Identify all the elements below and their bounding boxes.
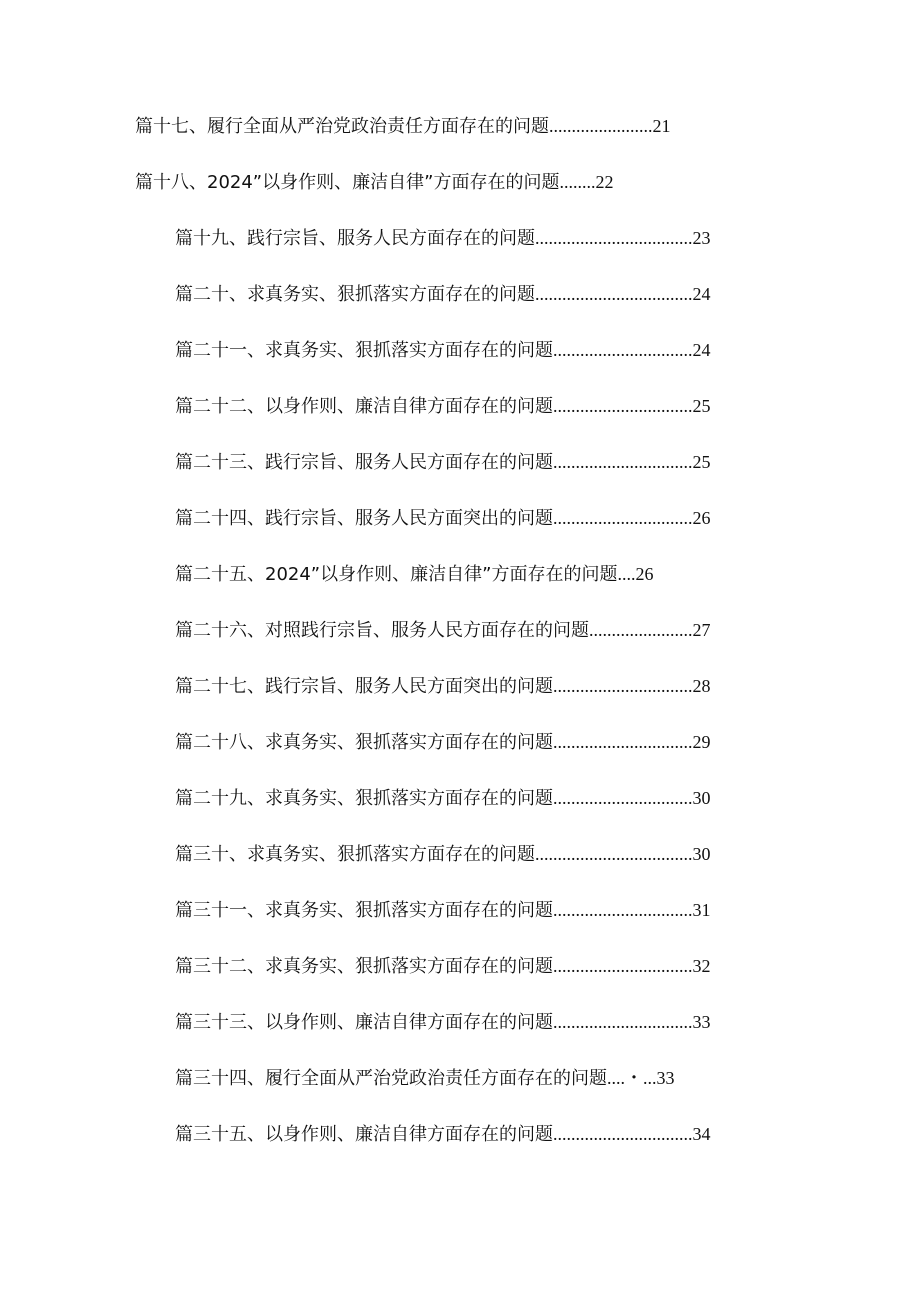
toc-entry-title: 篇三十、求真务实、狠抓落实方面存在的问题 [175, 844, 535, 865]
toc-entry-title: 篇二十九、求真务实、狠抓落实方面存在的问题 [175, 788, 553, 809]
toc-entry-page: 24 [692, 340, 711, 360]
toc-entry-page: 31 [692, 900, 711, 920]
toc-entry-title: 篇二十、求真务实、狠抓落实方面存在的问题 [175, 284, 535, 305]
toc-entry-leader: ....................... [589, 620, 693, 640]
toc-entry-page: 28 [692, 676, 711, 696]
toc-entry-leader: ........ [559, 172, 596, 192]
toc-entry-leader: ............................... [553, 452, 693, 472]
toc-entry [175, 1122, 711, 1147]
toc-entry-page: 33 [692, 1012, 711, 1032]
toc-entry-leader: ............................... [553, 340, 693, 360]
toc-entry [175, 674, 711, 699]
toc-entry-page: 22 [595, 172, 614, 192]
toc-entry-title: 篇十九、践行宗旨、服务人民方面存在的问题 [175, 228, 535, 249]
toc-entry-leader: ............................... [553, 1124, 693, 1144]
toc-entry-title: 篇二十八、求真务实、狠抓落实方面存在的问题 [175, 732, 553, 753]
toc-entry-page: 26 [635, 564, 654, 584]
toc-entry [175, 506, 711, 531]
toc-entry-page: 29 [692, 732, 711, 752]
toc-entry [175, 730, 711, 755]
toc-entry-title: 篇二十七、践行宗旨、服务人民方面突出的问题 [175, 676, 553, 697]
toc-entry-title: 篇二十五、2024”以身作则、廉洁自律”方面存在的问题 [175, 564, 618, 585]
toc-entry [175, 562, 653, 587]
toc-entry-leader: ............................... [553, 1012, 693, 1032]
toc-entry [135, 114, 671, 139]
toc-entry-title: 篇三十三、以身作则、廉洁自律方面存在的问题 [175, 1012, 553, 1033]
toc-entry-page: 21 [652, 116, 671, 136]
toc-entry-leader: ............................... [553, 676, 693, 696]
toc-entry-page: 25 [692, 396, 711, 416]
toc-entry-title: 篇三十五、以身作则、廉洁自律方面存在的问题 [175, 1124, 553, 1145]
toc-entry-leader: ............................... [553, 396, 693, 416]
toc-entry-page: 24 [692, 284, 711, 304]
toc-entry-leader: ............................... [553, 956, 693, 976]
toc-entry [175, 338, 711, 363]
toc-entry-page: 33 [656, 1068, 675, 1088]
toc-entry-leader: ............................... [553, 788, 693, 808]
toc-entry-leader: ................................... [535, 228, 693, 248]
toc-entry [175, 954, 711, 979]
toc-entry [175, 282, 711, 307]
toc-entry-page: 27 [692, 620, 711, 640]
toc-entry-leader: ....・... [607, 1068, 657, 1088]
toc-entry [175, 898, 711, 923]
toc-entry-title: 篇十七、履行全面从严治党政治责任方面存在的问题 [135, 116, 549, 137]
toc-entry-title: 篇三十四、履行全面从严治党政治责任方面存在的问题 [175, 1068, 607, 1089]
toc-entry [175, 842, 711, 867]
toc-entry-page: 34 [692, 1124, 711, 1144]
toc-entry [175, 1010, 711, 1035]
toc-entry-title: 篇二十四、践行宗旨、服务人民方面突出的问题 [175, 508, 553, 529]
toc-entry-title: 篇二十二、以身作则、廉洁自律方面存在的问题 [175, 396, 553, 417]
toc-entry-leader: ................................... [535, 844, 693, 864]
toc-entry-title: 篇二十六、对照践行宗旨、服务人民方面存在的问题 [175, 620, 589, 641]
toc-entry-title: 篇二十一、求真务实、狠抓落实方面存在的问题 [175, 340, 553, 361]
toc-entry-page: 32 [692, 956, 711, 976]
toc-entry-page: 30 [692, 844, 711, 864]
toc-entry-title: 篇三十一、求真务实、狠抓落实方面存在的问题 [175, 900, 553, 921]
toc-entry [175, 1066, 675, 1091]
toc-entry-title: 篇三十二、求真务实、狠抓落实方面存在的问题 [175, 956, 553, 977]
toc-entry-leader: ............................... [553, 508, 693, 528]
toc-entry-page: 30 [692, 788, 711, 808]
toc-entry [175, 618, 711, 643]
toc-entry [135, 170, 613, 195]
toc-entry [175, 786, 711, 811]
toc-entry-page: 26 [692, 508, 711, 528]
toc-entry [175, 450, 711, 475]
toc-entry [175, 226, 711, 251]
toc-entry-leader: .... [617, 564, 636, 584]
toc-entry-title: 篇二十三、践行宗旨、服务人民方面存在的问题 [175, 452, 553, 473]
toc-entry-leader: ............................... [553, 900, 693, 920]
toc-entry-leader: ....................... [549, 116, 653, 136]
toc-entry [175, 394, 711, 419]
toc-entry-title: 篇十八、2024”以身作则、廉洁自律”方面存在的问题 [135, 172, 560, 193]
toc-entry-page: 25 [692, 452, 711, 472]
toc-entry-leader: ............................... [553, 732, 693, 752]
toc-entry-page: 23 [692, 228, 711, 248]
toc-entry-leader: ................................... [535, 284, 693, 304]
